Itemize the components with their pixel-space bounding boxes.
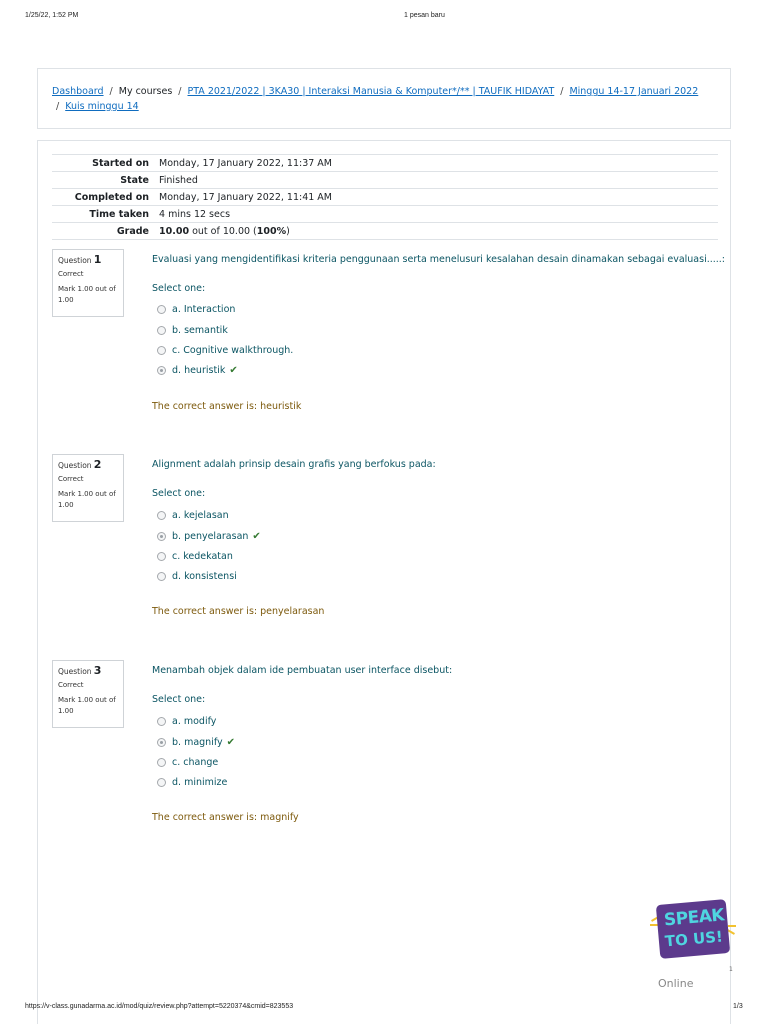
check-icon: ✔ — [229, 364, 238, 376]
question-mark: Mark 1.00 out of 1.00 — [58, 490, 116, 509]
breadcrumb-my-courses: My courses — [118, 86, 173, 97]
attempt-summary-table — [52, 154, 718, 240]
question-label: Question — [58, 461, 92, 470]
radio-button[interactable] — [157, 511, 166, 520]
question-info-box — [52, 454, 124, 522]
question-text: Alignment adalah prinsip desain grafis yang berfokus pada: — [152, 459, 436, 470]
radio-button-selected[interactable] — [157, 366, 166, 375]
question-info-box — [52, 249, 124, 317]
correct-answer-feedback: The correct answer is: penyelarasan — [152, 606, 325, 617]
option-label: d. konsistensi — [172, 570, 237, 582]
option-b[interactable] — [157, 735, 235, 749]
print-page-number: 1/3 — [733, 1003, 743, 1010]
question-mark: Mark 1.00 out of 1.00 — [58, 696, 116, 715]
select-one-prompt: Select one: — [152, 694, 206, 705]
question-state: Correct — [58, 270, 84, 278]
option-d[interactable] — [157, 775, 227, 789]
breadcrumb-course[interactable]: PTA 2021/2022 | 3KA30 | Interaksi Manusia & Komputer*/** | TAUFIK HIDAYAT — [187, 86, 555, 97]
radio-button[interactable] — [157, 758, 166, 767]
correct-answer-feedback: The correct answer is: heuristik — [152, 401, 302, 412]
question-mark: Mark 1.00 out of 1.00 — [58, 285, 116, 304]
question-number: 3 — [93, 664, 102, 677]
question-text: Menambah objek dalam ide pembuatan user interface disebut: — [152, 665, 453, 676]
option-b[interactable] — [157, 529, 261, 543]
print-title: 1 pesan baru — [404, 12, 445, 19]
question-number: 2 — [93, 458, 102, 471]
radio-button[interactable] — [157, 326, 166, 335]
breadcrumb-separator: / — [56, 101, 60, 112]
option-c[interactable] — [157, 343, 293, 357]
question-number: 1 — [93, 253, 102, 266]
breadcrumb-separator: / — [109, 86, 113, 97]
radio-button[interactable] — [157, 778, 166, 787]
breadcrumb-separator: / — [178, 86, 182, 97]
option-label: b. magnify — [172, 736, 223, 748]
breadcrumb-separator: / — [560, 86, 564, 97]
summary-label: Started on — [52, 155, 154, 172]
option-a[interactable] — [157, 714, 216, 728]
breadcrumb — [37, 68, 731, 129]
option-a[interactable] — [157, 302, 235, 316]
speak-line-1: SPEAK — [663, 905, 725, 931]
option-d[interactable] — [157, 569, 237, 583]
question-info-box — [52, 660, 124, 728]
option-label: a. modify — [172, 715, 217, 727]
page-marker: 1 — [729, 966, 733, 973]
quiz-review-region — [37, 140, 731, 1024]
correct-answer-feedback: The correct answer is: magnify — [152, 812, 299, 823]
option-a[interactable] — [157, 508, 229, 522]
question-label: Question — [58, 667, 92, 676]
question-label: Question — [58, 256, 92, 265]
breadcrumb-quiz[interactable]: Kuis minggu 14 — [65, 101, 139, 112]
grade-value-cell — [154, 223, 718, 240]
breadcrumb-dashboard[interactable]: Dashboard — [52, 86, 104, 97]
grade-label: Grade — [52, 223, 154, 240]
radio-button-selected[interactable] — [157, 738, 166, 747]
option-b[interactable] — [157, 323, 228, 337]
option-label: c. kedekatan — [172, 550, 233, 562]
summary-value: Monday, 17 January 2022, 11:37 AM — [154, 155, 718, 172]
radio-button[interactable] — [157, 346, 166, 355]
radio-button[interactable] — [157, 717, 166, 726]
radio-button[interactable] — [157, 572, 166, 581]
select-one-prompt: Select one: — [152, 283, 206, 294]
summary-label: State — [52, 172, 154, 189]
option-label: c. Cognitive walkthrough. — [172, 344, 294, 356]
grade-close: ) — [286, 225, 290, 237]
summary-row — [52, 172, 718, 189]
speak-badge — [656, 899, 730, 959]
print-url: https://v-class.gunadarma.ac.id/mod/quiz/review.php?attempt=5220374&cmid=823553 — [25, 1003, 294, 1010]
summary-value: Monday, 17 January 2022, 11:41 AM — [154, 189, 718, 206]
radio-button[interactable] — [157, 305, 166, 314]
check-icon: ✔ — [252, 530, 261, 542]
radio-button-selected[interactable] — [157, 532, 166, 541]
option-label: c. change — [172, 756, 219, 768]
summary-label: Time taken — [52, 206, 154, 223]
summary-value: Finished — [154, 172, 718, 189]
question-text: Evaluasi yang mengidentifikasi kriteria penggunaan serta menelusuri kesalahan desain dinamakan sebagai evaluasi.....: — [152, 254, 726, 265]
speak-to-us-button[interactable] — [650, 898, 736, 962]
option-label: a. kejelasan — [172, 509, 229, 521]
grade-score: 10.00 — [159, 225, 190, 237]
question-state: Correct — [58, 475, 84, 483]
option-d[interactable] — [157, 363, 238, 377]
speak-line-2: TO US! — [664, 927, 724, 951]
option-label: a. Interaction — [172, 303, 236, 315]
summary-row — [52, 189, 718, 206]
summary-row — [52, 206, 718, 223]
breadcrumb-week[interactable]: Minggu 14-17 Januari 2022 — [569, 86, 699, 97]
check-icon: ✔ — [226, 736, 236, 748]
summary-label: Completed on — [52, 189, 154, 206]
online-status: Online — [658, 977, 694, 990]
summary-row — [52, 155, 718, 172]
option-c[interactable] — [157, 549, 233, 563]
option-label: d. minimize — [172, 776, 228, 788]
spark-decoration — [728, 925, 736, 927]
option-label: b. semantik — [172, 324, 228, 336]
grade-out-of: out of 10.00 ( — [189, 225, 257, 237]
option-label: d. heuristik — [172, 364, 226, 376]
summary-value: 4 mins 12 secs — [154, 206, 718, 223]
option-label: b. penyelarasan — [172, 530, 249, 542]
question-state: Correct — [58, 681, 84, 689]
radio-button[interactable] — [157, 552, 166, 561]
print-datetime: 1/25/22, 1:52 PM — [25, 12, 79, 19]
grade-percent: 100% — [256, 225, 287, 237]
option-c[interactable] — [157, 755, 218, 769]
select-one-prompt: Select one: — [152, 488, 206, 499]
summary-row-grade — [52, 223, 718, 240]
